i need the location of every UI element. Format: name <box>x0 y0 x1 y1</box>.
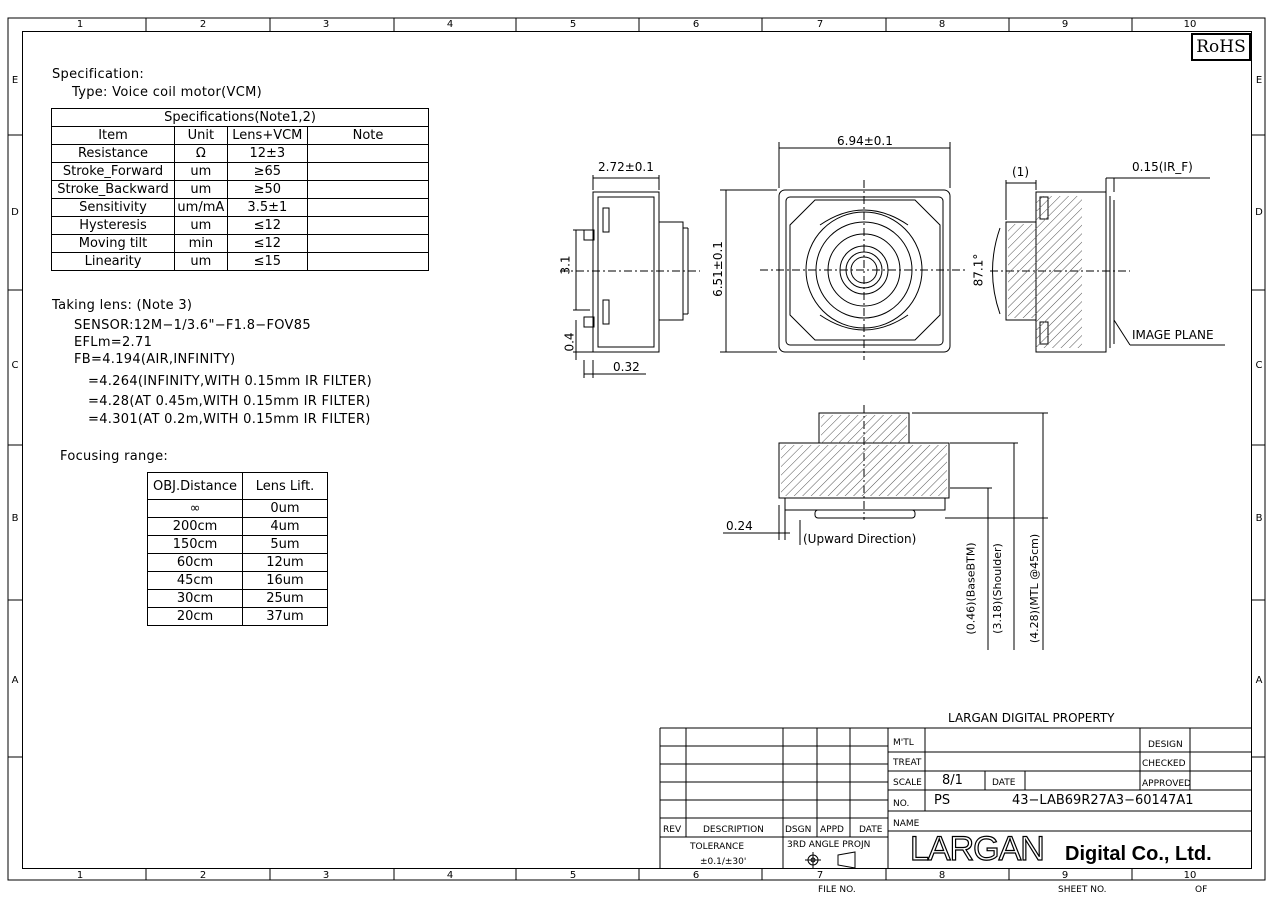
focus-cell: 60cm <box>148 554 243 572</box>
side-view <box>560 175 700 378</box>
spec-cell: Resistance <box>52 145 175 163</box>
section-hatch-right <box>1008 196 1082 348</box>
spec-cell: 3.5±1 <box>227 199 307 217</box>
spec-cell: Stroke_Forward <box>52 163 175 181</box>
lens-line: =4.301(AT 0.2m,WITH 0.15mm IR FILTER) <box>88 412 371 427</box>
front-view <box>720 142 965 360</box>
table-row <box>52 181 429 199</box>
spec-cell: min <box>175 235 228 253</box>
tb-treat: TREAT <box>893 758 922 768</box>
company-name: Digital Co., Ltd. <box>1065 843 1212 865</box>
zone-bottom-6: 6 <box>692 870 700 881</box>
table-row <box>52 145 429 163</box>
table-row <box>52 253 429 271</box>
spec-cell: ≥65 <box>227 163 307 181</box>
spec-header-note: Note <box>308 127 429 145</box>
zone-top-1: 1 <box>76 19 84 30</box>
zone-bottom-4: 4 <box>446 870 454 881</box>
spec-cell: Linearity <box>52 253 175 271</box>
tb-projection: 3RD ANGLE PROJN <box>787 840 871 850</box>
tb-file-no: FILE NO. <box>818 885 856 895</box>
tb-design: DESIGN <box>1148 740 1183 750</box>
zone-top-8: 8 <box>938 19 946 30</box>
focus-cell: 25um <box>243 590 328 608</box>
tb-description: DESCRIPTION <box>703 825 764 835</box>
zone-right-A: A <box>1255 675 1263 686</box>
zone-bottom-8: 8 <box>938 870 946 881</box>
spec-cell: um <box>175 253 228 271</box>
focus-table <box>147 472 328 626</box>
spec-cell: Moving tilt <box>52 235 175 253</box>
tb-sheet-no: SHEET NO. <box>1058 885 1107 895</box>
dim-side-foot: 0.32 <box>613 360 640 374</box>
focus-cell: 0um <box>243 500 328 518</box>
zone-top-7: 7 <box>816 19 824 30</box>
table-row <box>148 590 328 608</box>
spec-cell <box>308 163 429 181</box>
zone-left-E: E <box>11 75 19 86</box>
dim-side-height: 3.1 <box>558 255 573 275</box>
zone-bottom-7: 7 <box>816 870 824 881</box>
focus-header-lift: Lens Lift. <box>243 473 328 500</box>
focus-header-distance: OBJ.Distance <box>148 473 243 500</box>
spec-cell: 12±3 <box>227 145 307 163</box>
dim-right-angle: 87.1° <box>971 253 986 287</box>
focus-cell: 150cm <box>148 536 243 554</box>
zone-left-A: A <box>11 675 19 686</box>
zone-bottom-9: 9 <box>1061 870 1069 881</box>
zone-right-D: D <box>1255 207 1263 218</box>
tb-part-number: 43−LAB69R27A3−60147A1 <box>1012 793 1194 808</box>
spec-cell: Sensitivity <box>52 199 175 217</box>
tb-no: NO. <box>893 799 910 809</box>
zone-top-2: 2 <box>199 19 207 30</box>
lens-line: =4.264(INFINITY,WITH 0.15mm IR FILTER) <box>88 374 372 389</box>
focus-cell: 37um <box>243 608 328 626</box>
tb-name: NAME <box>893 819 920 829</box>
zone-bottom-1: 1 <box>76 870 84 881</box>
zone-left-B: B <box>11 513 19 524</box>
table-row <box>148 518 328 536</box>
lens-line: EFLm=2.71 <box>74 335 153 350</box>
spec-cell: Stroke_Backward <box>52 181 175 199</box>
dim-side-width: 2.72±0.1 <box>598 160 654 174</box>
dim-side-bottom: 0.4 <box>562 332 577 352</box>
focus-cell: 20cm <box>148 608 243 626</box>
section-hatch-bottom <box>781 415 947 496</box>
dim-shoulder: (3.18)(Shoulder) <box>990 543 1004 634</box>
zone-right-E: E <box>1255 75 1263 86</box>
spec-table <box>51 108 429 271</box>
dim-mtl: (4.28)(MTL @45cm) <box>1028 533 1042 644</box>
spec-cell: um <box>175 181 228 199</box>
focus-title: Focusing range: <box>60 449 169 464</box>
spec-cell: um <box>175 163 228 181</box>
focus-cell: 12um <box>243 554 328 572</box>
zone-bottom-3: 3 <box>322 870 330 881</box>
spec-cell <box>308 217 429 235</box>
table-row <box>148 572 328 590</box>
zone-bottom-10: 10 <box>1183 870 1197 881</box>
rohs-badge: RoHS <box>1191 33 1251 61</box>
spec-cell: Hysteresis <box>52 217 175 235</box>
zone-bottom-5: 5 <box>569 870 577 881</box>
table-row <box>148 554 328 572</box>
spec-title: Specification: <box>52 67 145 82</box>
spec-cell: ≤12 <box>227 217 307 235</box>
table-row <box>52 163 429 181</box>
table-row <box>52 199 429 217</box>
spec-header-lens: Lens+VCM <box>227 127 307 145</box>
focus-cell: 5um <box>243 536 328 554</box>
tb-tolerance-value: ±0.1/±30' <box>700 857 747 867</box>
dim-front-height: 6.51±0.1 <box>710 241 725 297</box>
zone-top-6: 6 <box>692 19 700 30</box>
tb-mtl: M'TL <box>893 738 914 748</box>
spec-cell: um/mA <box>175 199 228 217</box>
lens-line: FB=4.194(AIR,INFINITY) <box>74 352 236 367</box>
zone-top-3: 3 <box>322 19 330 30</box>
table-row <box>148 536 328 554</box>
tb-approved: APPROVED <box>1142 779 1191 789</box>
spec-cell <box>308 235 429 253</box>
tb-scale-value: 8/1 <box>942 773 963 788</box>
focus-cell: 16um <box>243 572 328 590</box>
tb-tolerance: TOLERANCE <box>690 842 745 852</box>
spec-cell: ≤12 <box>227 235 307 253</box>
spec-cell: um <box>175 217 228 235</box>
zone-top-10: 10 <box>1183 19 1197 30</box>
spec-cell <box>308 253 429 271</box>
spec-cell <box>308 145 429 163</box>
spec-header-unit: Unit <box>175 127 228 145</box>
table-row <box>148 500 328 518</box>
table-row <box>52 217 429 235</box>
spec-cell: Ω <box>175 145 228 163</box>
zone-top-4: 4 <box>446 19 454 30</box>
zone-right-B: B <box>1255 513 1263 524</box>
zone-bottom-2: 2 <box>199 870 207 881</box>
dim-base-btm: (0.46)(BaseBTM) <box>964 542 978 635</box>
tb-checked: CHECKED <box>1142 759 1186 769</box>
lens-line: SENSOR:12M−1/3.6"−F1.8−FOV85 <box>74 318 311 333</box>
tb-date2: DATE <box>859 825 883 835</box>
spec-header-item: Item <box>52 127 175 145</box>
tb-dsgn: DSGN <box>785 825 812 835</box>
focus-cell: 45cm <box>148 572 243 590</box>
tb-appd: APPD <box>820 825 844 835</box>
table-row <box>52 235 429 253</box>
dim-upward: (Upward Direction) <box>803 532 917 546</box>
zone-top-5: 5 <box>569 19 577 30</box>
dim-right-top: (1) <box>1012 165 1029 179</box>
focus-cell: ∞ <box>148 500 243 518</box>
focus-cell: 30cm <box>148 590 243 608</box>
dim-image-plane: IMAGE PLANE <box>1132 328 1214 342</box>
tb-no-prefix: PS <box>934 793 951 808</box>
dim-bottom-gap: 0.24 <box>726 519 753 533</box>
spec-cell: ≥50 <box>227 181 307 199</box>
tb-scale: SCALE <box>893 778 922 788</box>
dim-front-width: 6.94±0.1 <box>837 134 893 148</box>
zone-left-D: D <box>11 207 19 218</box>
tb-rev: REV <box>663 825 682 835</box>
zone-right-C: C <box>1255 360 1263 371</box>
largan-logo: LARGAN <box>910 830 1044 868</box>
dim-right-ir: 0.15(IR_F) <box>1132 160 1193 174</box>
table-row <box>148 608 328 626</box>
spec-cell <box>308 181 429 199</box>
zone-left-C: C <box>11 360 19 371</box>
tb-of: OF <box>1195 885 1208 895</box>
spec-type: Type: Voice coil motor(VCM) <box>72 85 262 100</box>
focus-cell: 4um <box>243 518 328 536</box>
property-label: LARGAN DIGITAL PROPERTY <box>948 711 1115 725</box>
spec-cell: ≤15 <box>227 253 307 271</box>
projection-symbol <box>805 852 855 868</box>
lens-line: =4.28(AT 0.45m,WITH 0.15mm IR FILTER) <box>88 394 371 409</box>
spec-cell <box>308 199 429 217</box>
zone-top-9: 9 <box>1061 19 1069 30</box>
tb-date: DATE <box>992 778 1016 788</box>
focus-cell: 200cm <box>148 518 243 536</box>
lens-title: Taking lens: (Note 3) <box>52 298 193 313</box>
spec-table-title: Specifications(Note1,2) <box>52 109 429 127</box>
